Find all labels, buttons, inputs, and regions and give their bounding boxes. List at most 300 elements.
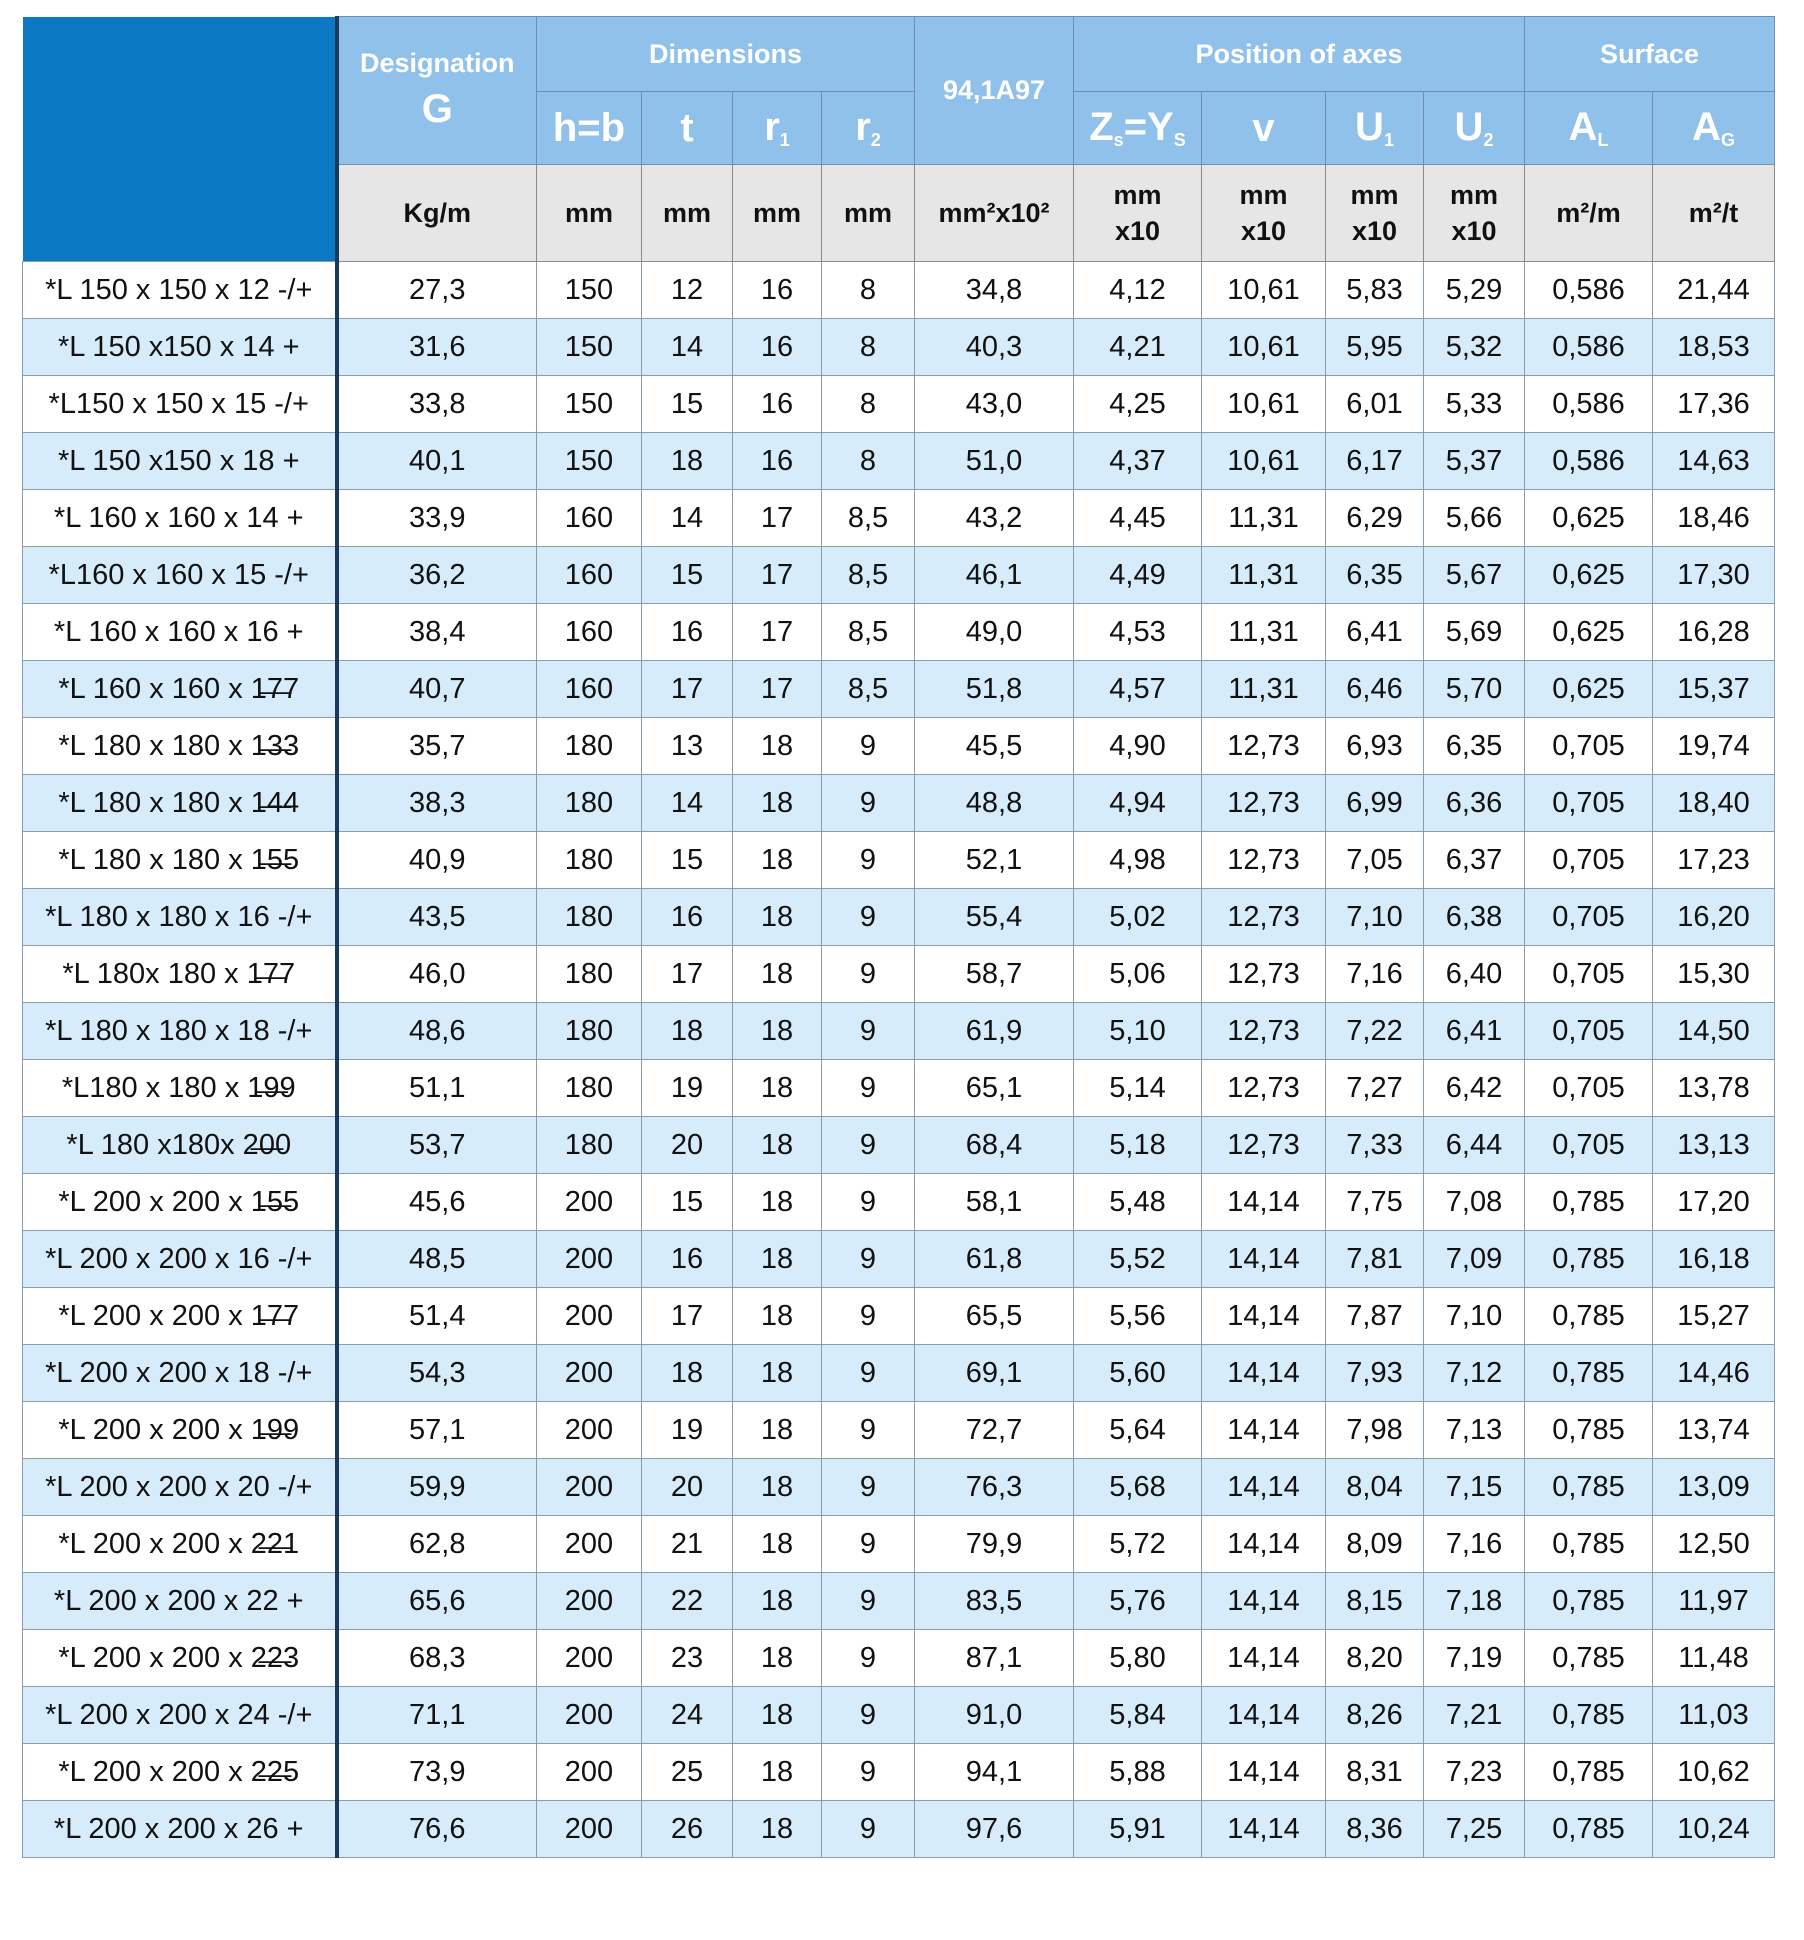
cell-weight: 27,3 — [337, 262, 537, 319]
cell-r2: 9 — [822, 1744, 915, 1801]
zs-subscript: s — [1113, 130, 1124, 150]
unit-u1-line1: mm — [1350, 179, 1399, 210]
u2-subscript: 2 — [1483, 130, 1494, 150]
cell-area: 68,4 — [915, 1117, 1074, 1174]
cell-al: 0,625 — [1525, 547, 1653, 604]
cell-area: 97,6 — [915, 1801, 1074, 1858]
cell-r1: 16 — [733, 433, 822, 490]
cell-weight: 65,6 — [337, 1573, 537, 1630]
designation-label: Designation — [359, 47, 515, 78]
unit-g: Kg/m — [337, 165, 537, 262]
cell-designation: *L 180 x 180 x 1̶5̶5 — [23, 832, 337, 889]
u1-header — [1326, 92, 1424, 165]
cell-al: 0,705 — [1525, 946, 1653, 1003]
cell-weight: 33,9 — [337, 490, 537, 547]
unit-v-line2: x10 — [1240, 216, 1287, 246]
cell-h-b: 200 — [537, 1687, 642, 1744]
cell-r2: 8 — [822, 376, 915, 433]
cell-ag: 14,50 — [1653, 1003, 1775, 1060]
cell-area: 52,1 — [915, 832, 1074, 889]
cell-r2: 8,5 — [822, 490, 915, 547]
cell-t: 18 — [642, 433, 733, 490]
cell-area: 48,8 — [915, 775, 1074, 832]
table-row — [23, 1630, 1775, 1687]
cell-ag: 17,30 — [1653, 547, 1775, 604]
unit-zs — [1074, 165, 1202, 262]
cell-t: 20 — [642, 1459, 733, 1516]
unit-v — [1202, 165, 1326, 262]
cell-weight: 45,6 — [337, 1174, 537, 1231]
cell-designation: *L 180 x 180 x 18 -/+ — [23, 1003, 337, 1060]
cell-u1: 7,22 — [1326, 1003, 1424, 1060]
cell-u2: 7,10 — [1424, 1288, 1525, 1345]
cell-zs-ys: 4,37 — [1074, 433, 1202, 490]
cell-u1: 7,05 — [1326, 832, 1424, 889]
cell-t: 15 — [642, 376, 733, 433]
unit-u1 — [1326, 165, 1424, 262]
cell-ag: 17,36 — [1653, 376, 1775, 433]
cell-al: 0,785 — [1525, 1402, 1653, 1459]
cell-u1: 6,01 — [1326, 376, 1424, 433]
cell-weight: 76,6 — [337, 1801, 537, 1858]
cell-ag: 13,09 — [1653, 1459, 1775, 1516]
unit-u1-line2: x10 — [1351, 216, 1398, 246]
cell-t: 16 — [642, 889, 733, 946]
dimensions-header: Dimensions — [537, 17, 915, 92]
unit-u2-line1: mm — [1449, 179, 1498, 210]
cell-u2: 7,15 — [1424, 1459, 1525, 1516]
cell-r2: 9 — [822, 1174, 915, 1231]
cell-area: 65,1 — [915, 1060, 1074, 1117]
cell-zs-ys: 5,72 — [1074, 1516, 1202, 1573]
cell-t: 25 — [642, 1744, 733, 1801]
cell-al: 0,625 — [1525, 604, 1653, 661]
unit-r2: mm — [822, 165, 915, 262]
cell-r1: 16 — [733, 376, 822, 433]
cell-al: 0,785 — [1525, 1630, 1653, 1687]
cell-t: 23 — [642, 1630, 733, 1687]
unit-al: m²/m — [1525, 165, 1653, 262]
cell-ag: 15,30 — [1653, 946, 1775, 1003]
cell-weight: 33,8 — [337, 376, 537, 433]
zs-ys-header — [1074, 92, 1202, 165]
cell-weight: 38,3 — [337, 775, 537, 832]
unit-v-line1: mm — [1239, 179, 1288, 210]
angle-profile-table — [22, 16, 1775, 1858]
cell-designation: *L 200 x 200 x 1̶7̶7 — [23, 1288, 337, 1345]
cell-area: 51,8 — [915, 661, 1074, 718]
cell-t: 17 — [642, 1288, 733, 1345]
table-row — [23, 262, 1775, 319]
cell-al: 0,586 — [1525, 433, 1653, 490]
cell-u1: 7,81 — [1326, 1231, 1424, 1288]
cell-al: 0,705 — [1525, 889, 1653, 946]
cell-ag: 18,46 — [1653, 490, 1775, 547]
table-row — [23, 433, 1775, 490]
cell-r1: 18 — [733, 1744, 822, 1801]
cell-v: 12,73 — [1202, 1117, 1326, 1174]
cell-designation: *L 160 x 160 x 1̶7̶7 — [23, 661, 337, 718]
cell-r2: 8 — [822, 262, 915, 319]
u2-symbol: U — [1454, 105, 1484, 149]
cell-r1: 18 — [733, 1231, 822, 1288]
cell-t: 16 — [642, 1231, 733, 1288]
cell-designation: *L 200 x 200 x 24 -/+ — [23, 1687, 337, 1744]
cell-v: 11,31 — [1202, 604, 1326, 661]
cell-h-b: 180 — [537, 1060, 642, 1117]
cell-area: 91,0 — [915, 1687, 1074, 1744]
cell-u2: 6,44 — [1424, 1117, 1525, 1174]
table-row — [23, 1174, 1775, 1231]
profile-table-container — [22, 16, 1775, 1858]
unit-r1: mm — [733, 165, 822, 262]
r2-subscript: 2 — [870, 130, 881, 150]
t-header: t — [642, 92, 733, 165]
al-subscript: L — [1597, 130, 1609, 150]
cell-ag: 16,28 — [1653, 604, 1775, 661]
cell-al: 0,785 — [1525, 1345, 1653, 1402]
unit-t: mm — [642, 165, 733, 262]
cell-weight: 46,0 — [337, 946, 537, 1003]
header-group-row — [23, 17, 1775, 92]
cell-ag: 17,23 — [1653, 832, 1775, 889]
table-row — [23, 604, 1775, 661]
cell-ag: 11,48 — [1653, 1630, 1775, 1687]
cell-u1: 7,16 — [1326, 946, 1424, 1003]
cell-h-b: 160 — [537, 547, 642, 604]
cell-ag: 13,74 — [1653, 1402, 1775, 1459]
cell-u2: 6,37 — [1424, 832, 1525, 889]
cell-h-b: 150 — [537, 376, 642, 433]
cell-r1: 17 — [733, 604, 822, 661]
cell-h-b: 180 — [537, 1003, 642, 1060]
cell-area: 55,4 — [915, 889, 1074, 946]
cell-r1: 18 — [733, 1060, 822, 1117]
cell-u2: 6,35 — [1424, 718, 1525, 775]
al-header — [1525, 92, 1653, 165]
cell-t: 13 — [642, 718, 733, 775]
u1-symbol: U — [1355, 105, 1384, 149]
cell-u1: 6,35 — [1326, 547, 1424, 604]
cell-r1: 17 — [733, 490, 822, 547]
cell-v: 11,31 — [1202, 661, 1326, 718]
cell-r1: 18 — [733, 1687, 822, 1744]
cell-ag: 11,03 — [1653, 1687, 1775, 1744]
unit-u2 — [1424, 165, 1525, 262]
cell-ag: 10,62 — [1653, 1744, 1775, 1801]
cell-v: 14,14 — [1202, 1174, 1326, 1231]
cell-al: 0,625 — [1525, 490, 1653, 547]
cell-zs-ys: 5,76 — [1074, 1573, 1202, 1630]
cell-zs-ys: 5,64 — [1074, 1402, 1202, 1459]
table-row — [23, 718, 1775, 775]
cell-area: 76,3 — [915, 1459, 1074, 1516]
cell-h-b: 200 — [537, 1744, 642, 1801]
cell-al: 0,785 — [1525, 1516, 1653, 1573]
cell-t: 16 — [642, 604, 733, 661]
cell-r2: 9 — [822, 1231, 915, 1288]
cell-u2: 5,37 — [1424, 433, 1525, 490]
cell-v: 12,73 — [1202, 1003, 1326, 1060]
cell-h-b: 200 — [537, 1231, 642, 1288]
cell-r1: 18 — [733, 718, 822, 775]
cell-zs-ys: 5,80 — [1074, 1630, 1202, 1687]
cell-al: 0,785 — [1525, 1744, 1653, 1801]
cell-ag: 17,20 — [1653, 1174, 1775, 1231]
cell-r2: 9 — [822, 1402, 915, 1459]
table-row — [23, 1687, 1775, 1744]
cell-t: 17 — [642, 946, 733, 1003]
cell-r1: 18 — [733, 1402, 822, 1459]
cell-ag: 14,63 — [1653, 433, 1775, 490]
cell-zs-ys: 4,90 — [1074, 718, 1202, 775]
h-b-header: h=b — [537, 92, 642, 165]
cell-u1: 5,95 — [1326, 319, 1424, 376]
cell-weight: 40,9 — [337, 832, 537, 889]
cell-u1: 7,27 — [1326, 1060, 1424, 1117]
cell-designation: *L 180 x 180 x 16 -/+ — [23, 889, 337, 946]
cell-r2: 9 — [822, 889, 915, 946]
cell-t: 15 — [642, 547, 733, 604]
cell-weight: 62,8 — [337, 1516, 537, 1573]
cell-v: 14,14 — [1202, 1573, 1326, 1630]
cell-zs-ys: 4,21 — [1074, 319, 1202, 376]
r1-symbol: r — [764, 105, 780, 149]
cell-designation: *L 180 x180x 2̶0̶0 — [23, 1117, 337, 1174]
cell-weight: 48,5 — [337, 1231, 537, 1288]
cell-t: 20 — [642, 1117, 733, 1174]
table-row — [23, 946, 1775, 1003]
cell-al: 0,705 — [1525, 832, 1653, 889]
cell-u1: 7,33 — [1326, 1117, 1424, 1174]
cell-zs-ys: 5,06 — [1074, 946, 1202, 1003]
cell-designation: *L180 x 180 x 1̶9̶9 — [23, 1060, 337, 1117]
cell-h-b: 200 — [537, 1288, 642, 1345]
cell-v: 14,14 — [1202, 1459, 1326, 1516]
cell-v: 14,14 — [1202, 1744, 1326, 1801]
cell-r2: 9 — [822, 1630, 915, 1687]
cell-r1: 18 — [733, 1516, 822, 1573]
cell-area: 45,5 — [915, 718, 1074, 775]
unit-area: mm²x10² — [915, 165, 1074, 262]
cell-al: 0,705 — [1525, 1003, 1653, 1060]
cell-v: 12,73 — [1202, 946, 1326, 1003]
cell-u1: 7,10 — [1326, 889, 1424, 946]
table-row — [23, 1459, 1775, 1516]
cell-designation: *L 200 x 200 x 20 -/+ — [23, 1459, 337, 1516]
cell-r2: 9 — [822, 946, 915, 1003]
cell-area: 65,5 — [915, 1288, 1074, 1345]
cell-area: 51,0 — [915, 433, 1074, 490]
cell-al: 0,785 — [1525, 1174, 1653, 1231]
cell-h-b: 160 — [537, 490, 642, 547]
cell-r2: 8 — [822, 319, 915, 376]
cell-u2: 7,13 — [1424, 1402, 1525, 1459]
cell-u2: 5,33 — [1424, 376, 1525, 433]
cell-weight: 59,9 — [337, 1459, 537, 1516]
cell-u1: 8,09 — [1326, 1516, 1424, 1573]
cell-t: 24 — [642, 1687, 733, 1744]
unit-h: mm — [537, 165, 642, 262]
cell-u1: 8,20 — [1326, 1630, 1424, 1687]
v-header: v — [1202, 92, 1326, 165]
cell-zs-ys: 5,88 — [1074, 1744, 1202, 1801]
cell-u2: 6,42 — [1424, 1060, 1525, 1117]
cell-v: 14,14 — [1202, 1402, 1326, 1459]
table-row — [23, 1117, 1775, 1174]
cell-u2: 6,36 — [1424, 775, 1525, 832]
cell-r1: 16 — [733, 319, 822, 376]
r2-symbol: r — [855, 105, 871, 149]
cell-h-b: 200 — [537, 1402, 642, 1459]
cell-u1: 6,41 — [1326, 604, 1424, 661]
cell-weight: 53,7 — [337, 1117, 537, 1174]
cell-h-b: 180 — [537, 946, 642, 1003]
table-row — [23, 1402, 1775, 1459]
cell-u1: 6,29 — [1326, 490, 1424, 547]
cell-ag: 12,50 — [1653, 1516, 1775, 1573]
cell-v: 14,14 — [1202, 1630, 1326, 1687]
cell-u2: 7,21 — [1424, 1687, 1525, 1744]
cell-r2: 9 — [822, 1516, 915, 1573]
table-row — [23, 1288, 1775, 1345]
cell-ag: 21,44 — [1653, 262, 1775, 319]
cell-al: 0,586 — [1525, 262, 1653, 319]
cell-u1: 7,98 — [1326, 1402, 1424, 1459]
cell-designation: *L 200 x 200 x 26 + — [23, 1801, 337, 1858]
cell-designation: *L 180x 180 x 1̶7̶7 — [23, 946, 337, 1003]
cell-u2: 6,41 — [1424, 1003, 1525, 1060]
table-row — [23, 1801, 1775, 1858]
cell-al: 0,705 — [1525, 1117, 1653, 1174]
cell-r2: 9 — [822, 832, 915, 889]
cell-area: 72,7 — [915, 1402, 1074, 1459]
table-row — [23, 1516, 1775, 1573]
u2-header — [1424, 92, 1525, 165]
cell-area: 58,7 — [915, 946, 1074, 1003]
cell-r2: 9 — [822, 1345, 915, 1402]
cell-zs-ys: 5,10 — [1074, 1003, 1202, 1060]
cell-t: 14 — [642, 775, 733, 832]
cell-u1: 6,93 — [1326, 718, 1424, 775]
ag-header — [1653, 92, 1775, 165]
cell-weight: 51,1 — [337, 1060, 537, 1117]
cell-ag: 16,18 — [1653, 1231, 1775, 1288]
cell-u1: 5,83 — [1326, 262, 1424, 319]
cell-zs-ys: 5,02 — [1074, 889, 1202, 946]
cell-t: 15 — [642, 832, 733, 889]
cell-u2: 5,32 — [1424, 319, 1525, 376]
cell-u2: 5,70 — [1424, 661, 1525, 718]
cell-ag: 18,53 — [1653, 319, 1775, 376]
cell-weight: 40,7 — [337, 661, 537, 718]
cell-area: 83,5 — [915, 1573, 1074, 1630]
table-row — [23, 1003, 1775, 1060]
cell-zs-ys: 5,14 — [1074, 1060, 1202, 1117]
r1-subscript: 1 — [779, 130, 790, 150]
cell-zs-ys: 4,94 — [1074, 775, 1202, 832]
cell-v: 10,61 — [1202, 376, 1326, 433]
unit-ag: m²/t — [1653, 165, 1775, 262]
ys-symbol: =Y — [1123, 105, 1174, 149]
cell-r1: 17 — [733, 661, 822, 718]
cell-v: 10,61 — [1202, 433, 1326, 490]
cell-zs-ys: 4,45 — [1074, 490, 1202, 547]
unit-zs-line1: mm — [1113, 179, 1162, 210]
cell-u2: 7,25 — [1424, 1801, 1525, 1858]
cell-area: 79,9 — [915, 1516, 1074, 1573]
cell-r2: 9 — [822, 1003, 915, 1060]
cell-h-b: 150 — [537, 262, 642, 319]
cell-weight: 31,6 — [337, 319, 537, 376]
cell-r1: 18 — [733, 889, 822, 946]
cell-al: 0,705 — [1525, 718, 1653, 775]
cell-zs-ys: 4,53 — [1074, 604, 1202, 661]
table-row — [23, 832, 1775, 889]
cell-designation: *L 180 x 180 x 1̶3̶3 — [23, 718, 337, 775]
cell-u1: 8,26 — [1326, 1687, 1424, 1744]
cell-h-b: 160 — [537, 661, 642, 718]
cell-r2: 9 — [822, 1060, 915, 1117]
cell-area: 34,8 — [915, 262, 1074, 319]
cell-h-b: 180 — [537, 832, 642, 889]
cell-r1: 18 — [733, 946, 822, 1003]
table-row — [23, 376, 1775, 433]
cell-designation: *L 160 x 160 x 14 + — [23, 490, 337, 547]
cell-r2: 8,5 — [822, 661, 915, 718]
cell-designation: *L 200 x 200 x 22 + — [23, 1573, 337, 1630]
table-header — [23, 17, 1775, 262]
cell-t: 19 — [642, 1402, 733, 1459]
cell-h-b: 160 — [537, 604, 642, 661]
cell-r2: 9 — [822, 1459, 915, 1516]
cell-ag: 13,13 — [1653, 1117, 1775, 1174]
cell-zs-ys: 5,56 — [1074, 1288, 1202, 1345]
cell-t: 26 — [642, 1801, 733, 1858]
cell-ag: 19,74 — [1653, 718, 1775, 775]
cell-u2: 5,66 — [1424, 490, 1525, 547]
cell-t: 14 — [642, 490, 733, 547]
cell-h-b: 180 — [537, 889, 642, 946]
r1-header — [733, 92, 822, 165]
cell-al: 0,705 — [1525, 1060, 1653, 1117]
cell-weight: 73,9 — [337, 1744, 537, 1801]
cell-zs-ys: 5,60 — [1074, 1345, 1202, 1402]
cell-weight: 43,5 — [337, 889, 537, 946]
cell-weight: 71,1 — [337, 1687, 537, 1744]
cell-area: 61,9 — [915, 1003, 1074, 1060]
cell-ag: 11,97 — [1653, 1573, 1775, 1630]
cell-v: 14,14 — [1202, 1801, 1326, 1858]
cell-al: 0,785 — [1525, 1288, 1653, 1345]
cell-t: 14 — [642, 319, 733, 376]
cell-r2: 8 — [822, 433, 915, 490]
cell-weight: 51,4 — [337, 1288, 537, 1345]
cell-area: 43,0 — [915, 376, 1074, 433]
cell-area: 58,1 — [915, 1174, 1074, 1231]
cell-u2: 7,09 — [1424, 1231, 1525, 1288]
cell-v: 14,14 — [1202, 1687, 1326, 1744]
cell-v: 11,31 — [1202, 547, 1326, 604]
cell-h-b: 180 — [537, 718, 642, 775]
cell-designation: *L 200 x 200 x 2̶2̶1 — [23, 1516, 337, 1573]
table-row — [23, 1231, 1775, 1288]
zs-symbol: Z — [1089, 105, 1114, 149]
cell-v: 12,73 — [1202, 1060, 1326, 1117]
cell-u2: 7,18 — [1424, 1573, 1525, 1630]
position-of-axes-header: Position of axes — [1074, 17, 1525, 92]
cell-designation: *L 200 x 200 x 1̶5̶5 — [23, 1174, 337, 1231]
